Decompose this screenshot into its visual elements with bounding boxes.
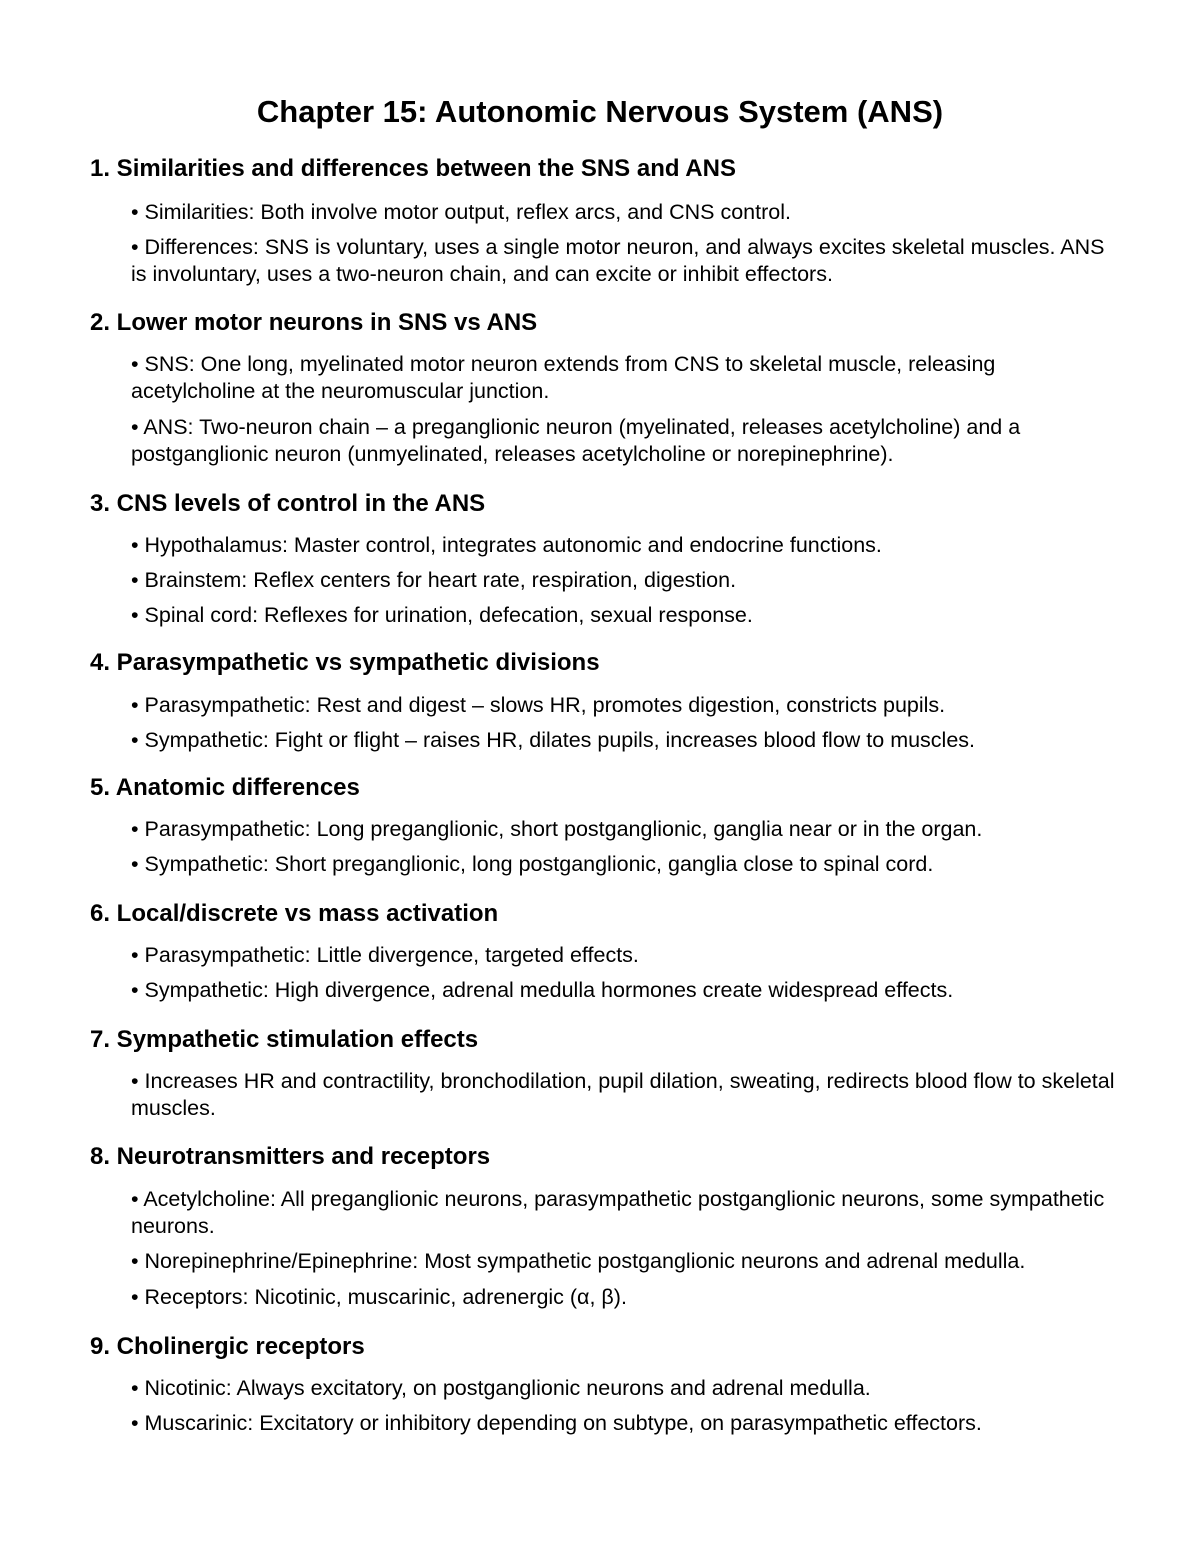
bullet-icon: • (131, 1376, 139, 1400)
section-heading-1: 1. Similarities and differences between the SNS and ANS (90, 155, 736, 182)
bullet-icon: • (131, 1069, 139, 1093)
section-heading-3: 3. CNS levels of control in the ANS (90, 490, 486, 517)
bullet-icon: • (131, 1249, 139, 1273)
bullet-text: Nicotinic: Always excitatory, on postganglionic neurons and adrenal medulla. (144, 1376, 871, 1400)
bullet-icon: • (131, 200, 139, 224)
list-item (131, 1410, 1121, 1437)
list-item (131, 414, 1121, 468)
bullet-text: Brainstem: Reflex centers for heart rate, respiration, digestion. (144, 568, 737, 592)
list-item (131, 851, 1121, 878)
bullet-icon: • (131, 693, 139, 717)
bullet-text: Similarities: Both involve motor output, reflex arcs, and CNS control. (144, 200, 791, 224)
section-heading-6: 6. Local/discrete vs mass activation (90, 900, 499, 927)
list-item (131, 977, 1121, 1004)
bullet-text: Norepinephrine/Epinephrine: Most sympathetic postganglionic neurons and adrenal medulla. (144, 1249, 1026, 1273)
bullet-icon: • (131, 852, 139, 876)
bullet-icon: • (131, 235, 139, 259)
bullet-icon: • (131, 415, 139, 439)
bullet-text: Acetylcholine: All preganglionic neurons, parasympathetic postganglionic neurons, some sympathetic neurons. (131, 1187, 1105, 1238)
list-item (131, 1068, 1121, 1122)
list-item (131, 602, 1121, 629)
bullet-text: Hypothalamus: Master control, integrates autonomic and endocrine functions. (144, 533, 882, 557)
section-heading-8: 8. Neurotransmitters and receptors (90, 1143, 491, 1170)
section-heading-9: 9. Cholinergic receptors (90, 1333, 365, 1360)
bullet-text: Spinal cord: Reflexes for urination, defecation, sexual response. (144, 603, 753, 627)
list-item (131, 532, 1121, 559)
list-item (131, 727, 1121, 754)
list-item (131, 942, 1121, 969)
section-heading-4: 4. Parasympathetic vs sympathetic divisions (90, 649, 600, 676)
list-item (131, 234, 1121, 288)
bullet-icon: • (131, 1187, 139, 1211)
list-item (131, 199, 1121, 226)
list-item (131, 1248, 1121, 1275)
bullet-icon: • (131, 603, 139, 627)
bullet-icon: • (131, 728, 139, 752)
bullet-icon: • (131, 533, 139, 557)
bullet-icon: • (131, 1285, 139, 1309)
bullet-icon: • (131, 817, 139, 841)
bullet-text: Sympathetic: Short preganglionic, long postganglionic, ganglia close to spinal cord. (144, 852, 934, 876)
bullet-text: Sympathetic: Fight or flight – raises HR, dilates pupils, increases blood flow to muscles. (144, 728, 976, 752)
bullet-icon: • (131, 943, 139, 967)
bullet-text: Parasympathetic: Little divergence, targeted effects. (144, 943, 639, 967)
list-item (131, 351, 1121, 405)
list-item (131, 567, 1121, 594)
bullet-text: Differences: SNS is voluntary, uses a single motor neuron, and always excites skeletal muscles. ANS is involuntary, uses a two-neuron chain, and can excite or inhibit effectors. (131, 235, 1105, 286)
page-title: Chapter 15: Autonomic Nervous System (ANS) (256, 94, 944, 129)
section-heading-2: 2. Lower motor neurons in SNS vs ANS (90, 309, 538, 336)
bullet-text: Increases HR and contractility, bronchodilation, pupil dilation, sweating, redirects blood flow to skeletal muscles. (131, 1069, 1115, 1120)
section-heading-7: 7. Sympathetic stimulation effects (90, 1026, 479, 1053)
list-item (131, 1186, 1121, 1240)
bullet-text: Muscarinic: Excitatory or inhibitory depending on subtype, on parasympathetic effectors. (144, 1411, 982, 1435)
list-item (131, 816, 1121, 843)
list-item (131, 1375, 1121, 1402)
bullet-text: Parasympathetic: Long preganglionic, short postganglionic, ganglia near or in the organ. (144, 817, 983, 841)
section-heading-5: 5. Anatomic differences (90, 774, 360, 801)
bullet-icon: • (131, 352, 139, 376)
bullet-text: Sympathetic: High divergence, adrenal medulla hormones create widespread effects. (144, 978, 954, 1002)
bullet-text: SNS: One long, myelinated motor neuron extends from CNS to skeletal muscle, releasing acetylcholine at the neuromuscular junction. (131, 352, 996, 403)
bullet-icon: • (131, 978, 139, 1002)
bullet-text: Receptors: Nicotinic, muscarinic, adrenergic (α, β). (144, 1285, 627, 1309)
list-item (131, 692, 1121, 719)
bullet-icon: • (131, 1411, 139, 1435)
bullet-text: ANS: Two-neuron chain – a preganglionic neuron (myelinated, releases acetylcholine) and a postganglionic neuron (unmyelinated, releases acetylcholine or norepinephrine). (131, 415, 1021, 466)
list-item (131, 1284, 1121, 1311)
bullet-icon: • (131, 568, 139, 592)
bullet-text: Parasympathetic: Rest and digest – slows HR, promotes digestion, constricts pupils. (144, 693, 946, 717)
